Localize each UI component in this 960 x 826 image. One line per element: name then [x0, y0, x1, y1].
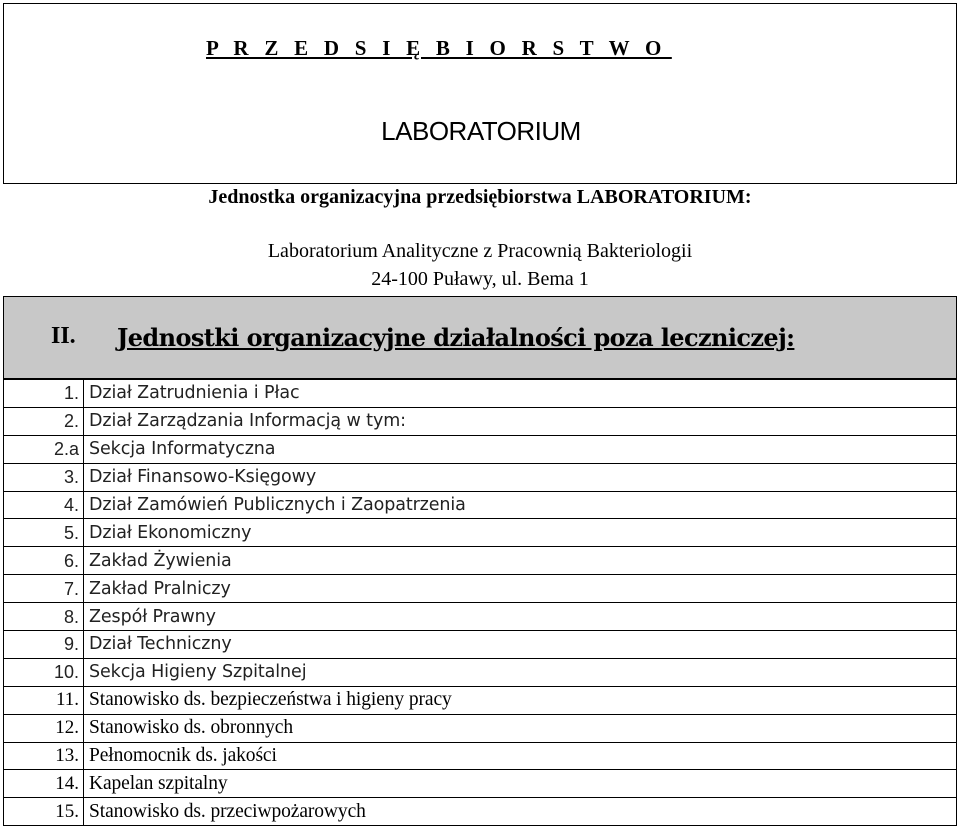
- company-spaced-title: P R Z E D S I Ę B I O R S T W O: [206, 36, 672, 60]
- list-item-label: Dział Techniczny: [84, 631, 957, 659]
- list-item-label: Zakład Żywienia: [84, 547, 957, 575]
- list-item-label: Kapelan szpitalny: [84, 770, 957, 798]
- list-item-label: Pełnomocnik ds. jakości: [84, 742, 957, 770]
- list-item-label: Dział Zatrudnienia i Płac: [84, 380, 957, 408]
- list-item: [4, 463, 957, 491]
- list-item-label: Zespół Prawny: [84, 603, 957, 631]
- list-item: [4, 658, 957, 686]
- list-item-label: Dział Zarządzania Informacją w tym:: [84, 407, 957, 435]
- header-box: [3, 3, 957, 184]
- list-item: [4, 603, 957, 631]
- list-item-number: 12.: [4, 714, 84, 742]
- list-item-number: 11.: [4, 686, 84, 714]
- section-number: II.: [51, 323, 76, 349]
- list-item-label: Dział Finansowo-Księgowy: [84, 463, 957, 491]
- list-item-number: 8.: [4, 603, 84, 631]
- unit-address: 24-100 Puławy, ul. Bema 1: [371, 268, 589, 290]
- list-item-label: Zakład Pralniczy: [84, 575, 957, 603]
- list-item-number: 9.: [4, 631, 84, 659]
- company-title: LABORATORIUM: [381, 116, 581, 146]
- list-item-label: Stanowisko ds. przeciwpożarowych: [84, 798, 957, 826]
- list-item-number: 2.a: [4, 435, 84, 463]
- list-item-label: Stanowisko ds. bezpieczeństwa i higieny pracy: [84, 686, 957, 714]
- list-item: [4, 575, 957, 603]
- list-item: [4, 519, 957, 547]
- list-item-number: 5.: [4, 519, 84, 547]
- list-item: [4, 491, 957, 519]
- list-item: [4, 742, 957, 770]
- list-item: [4, 798, 957, 826]
- list-item: [4, 770, 957, 798]
- list-item-number: 10.: [4, 658, 84, 686]
- list-item-number: 13.: [4, 742, 84, 770]
- list-item-label: Dział Ekonomiczny: [84, 519, 957, 547]
- list-item-number: 4.: [4, 491, 84, 519]
- section-title: Jednostki organizacyjne działalności poza leczniczej:: [117, 323, 795, 352]
- list-item-label: Dział Zamówień Publicznych i Zaopatrzenia: [84, 491, 957, 519]
- list-item: [4, 380, 957, 408]
- list-item: [4, 686, 957, 714]
- list-item-number: 15.: [4, 798, 84, 826]
- units-table: [3, 379, 957, 826]
- list-item-number: 14.: [4, 770, 84, 798]
- list-item: [4, 547, 957, 575]
- list-item: [4, 407, 957, 435]
- list-item-number: 6.: [4, 547, 84, 575]
- units-table-body: [4, 380, 957, 826]
- list-item-label: Sekcja Informatyczna: [84, 435, 957, 463]
- unit-heading: Jednostka organizacyjna przedsiębiorstwa LABORATORIUM:: [208, 186, 752, 208]
- list-item-number: 1.: [4, 380, 84, 408]
- list-item-number: 2.: [4, 407, 84, 435]
- list-item: [4, 631, 957, 659]
- list-item: [4, 714, 957, 742]
- list-item-label: Stanowisko ds. obronnych: [84, 714, 957, 742]
- unit-name: Laboratorium Analityczne z Pracownią Bakteriologii: [267, 240, 693, 262]
- section-banner: [3, 296, 957, 379]
- list-item: [4, 435, 957, 463]
- list-item-label: Sekcja Higieny Szpitalnej: [84, 658, 957, 686]
- list-item-number: 3.: [4, 463, 84, 491]
- list-item-number: 7.: [4, 575, 84, 603]
